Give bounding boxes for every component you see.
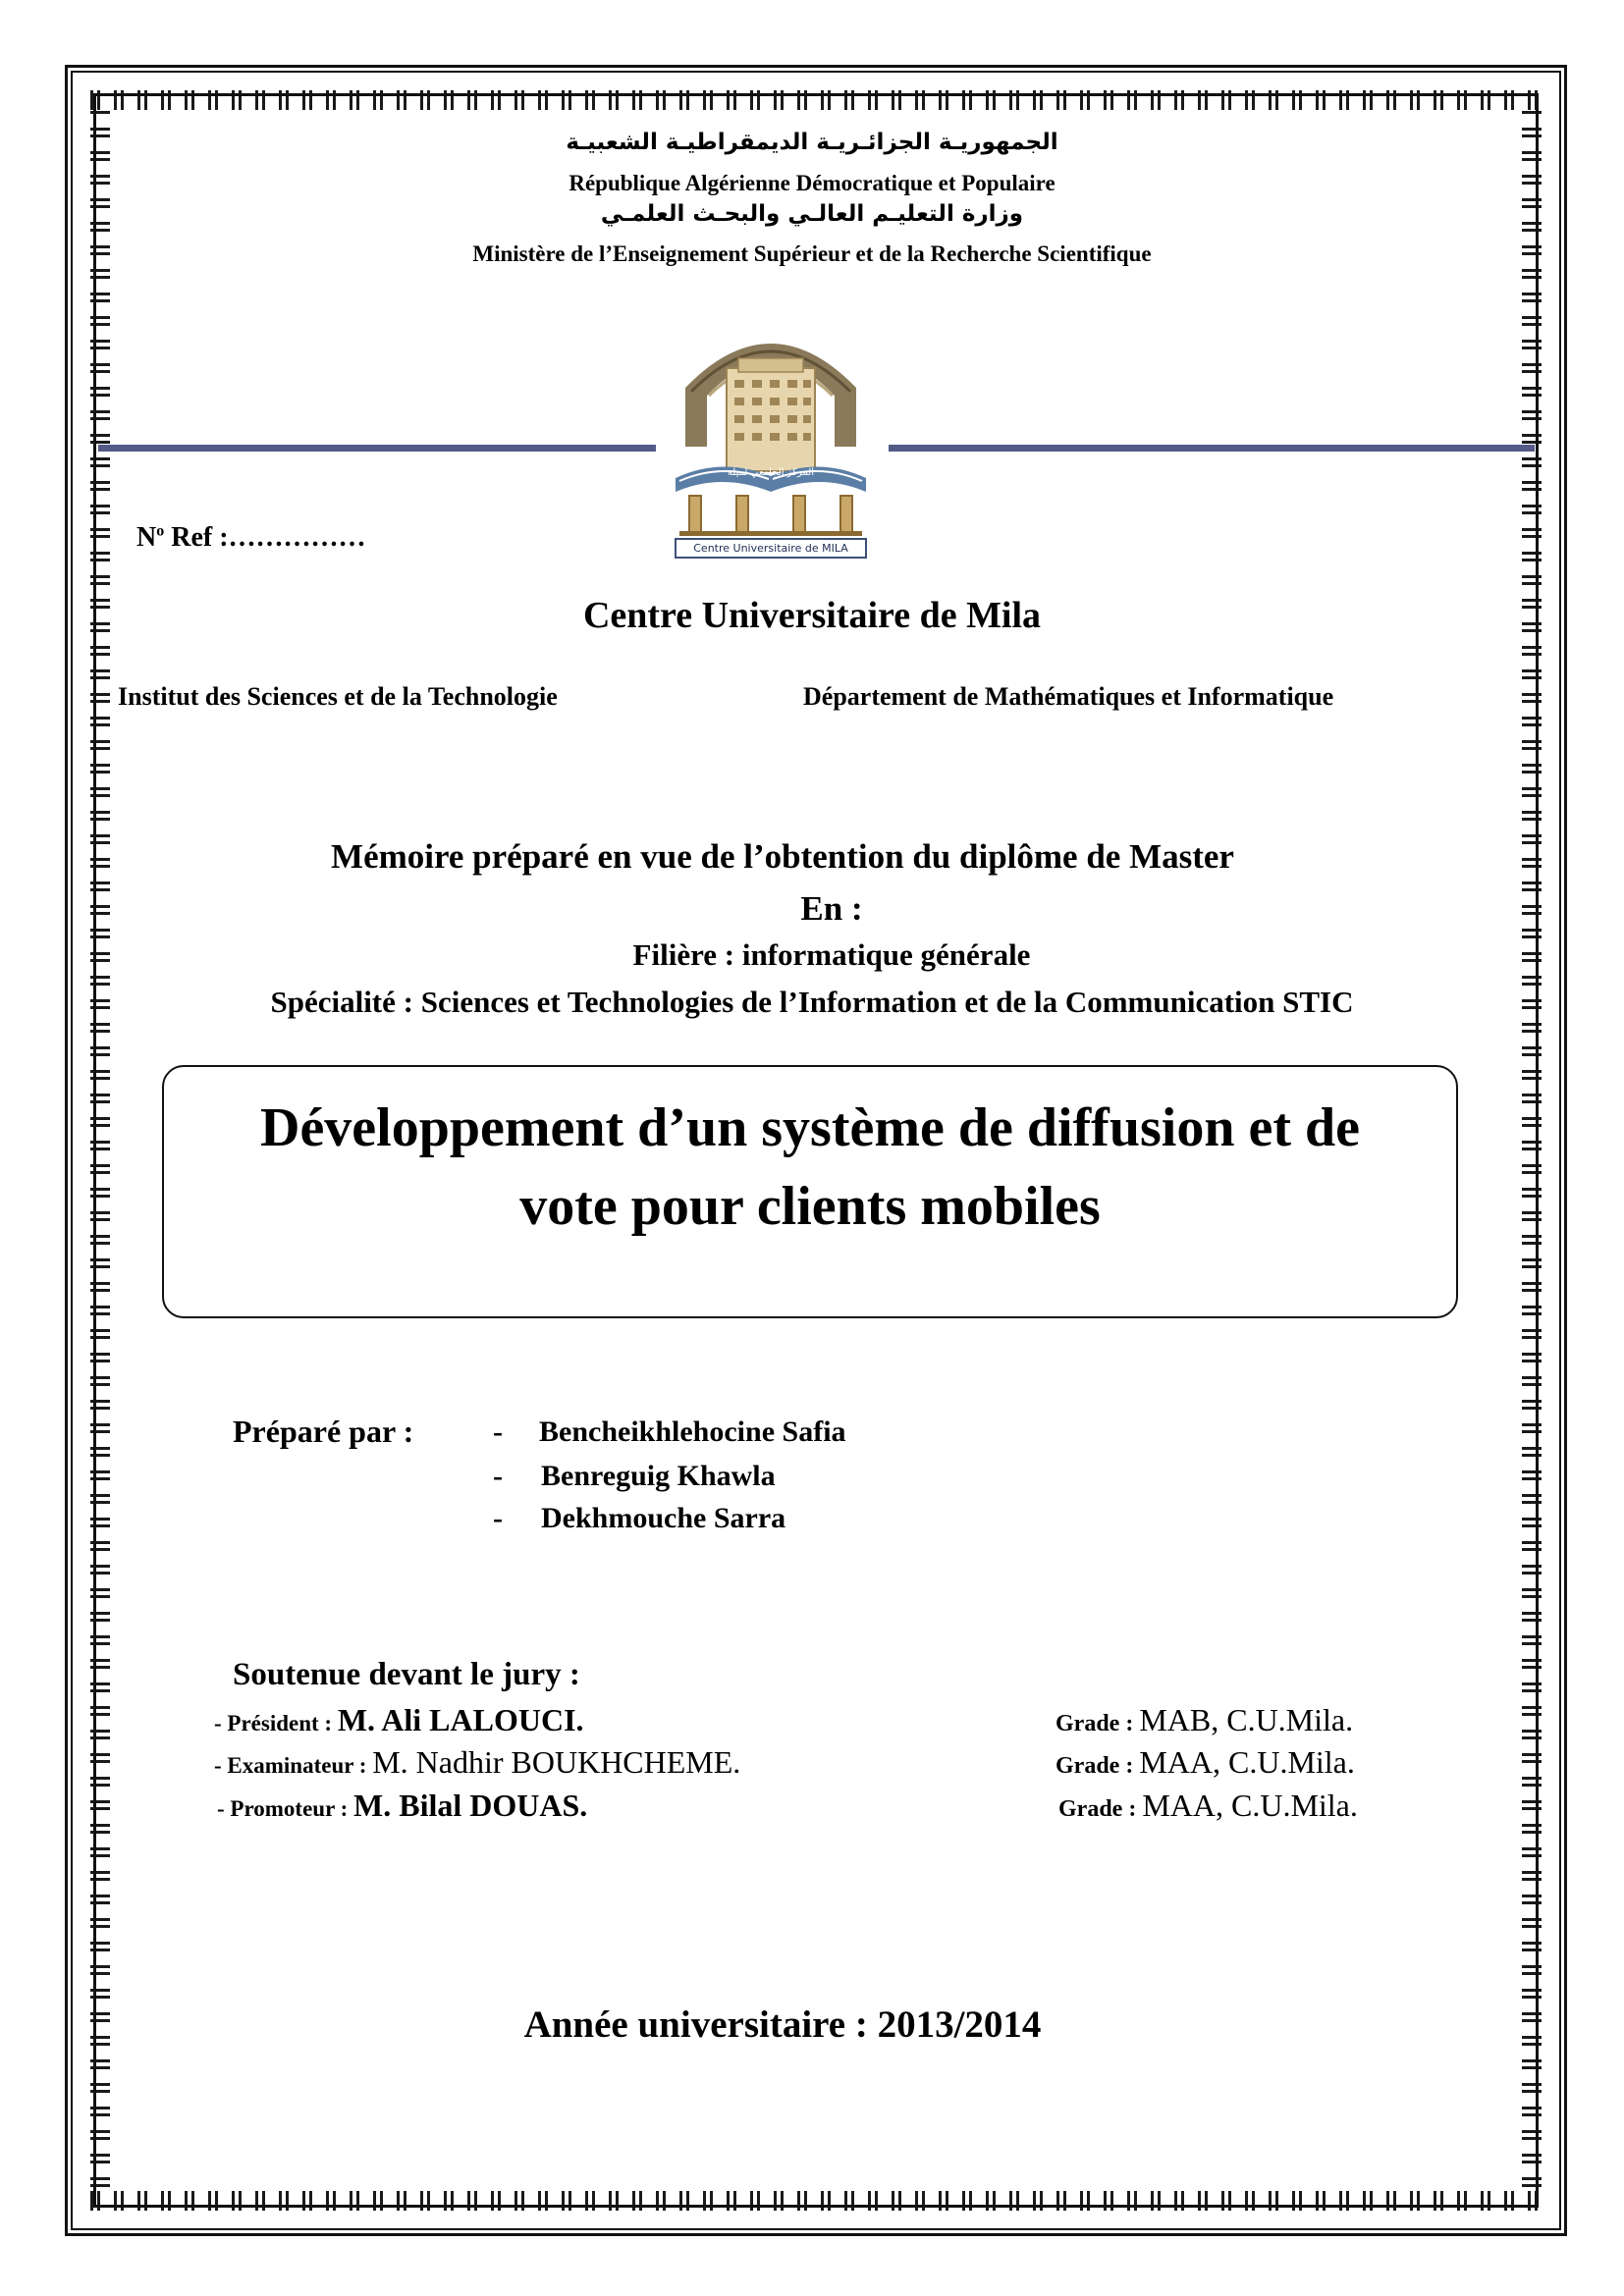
prepared-by-label: Préparé par : [233,1414,414,1449]
jury-heading: Soutenue devant le jury : [233,1657,580,1692]
reference-rest: Ref :…………… [164,522,366,553]
academic-year: Année universitaire : 2013/2014 [523,2003,1042,2046]
header-arabic-republic: الجمهوريـة الجزائـريـة الديمقراطيـة الشعبيـة [566,130,1058,155]
grade-label: Grade : [1056,1711,1140,1736]
university-logo [658,319,884,560]
student-name: Dekhmouche Sarra [541,1502,786,1534]
degree-specialite: Spécialité : Sciences et Technologies de l’Information et de la Communication STIC [270,985,1354,1019]
jury-grade [1056,1702,1353,1738]
institute-name: Institut des Sciences et de la Technologie [118,682,558,711]
reference-label: N [136,522,157,553]
jury-name: M. Ali LALOUCI. [337,1702,584,1737]
grade-value: MAB, C.U.Mila. [1139,1702,1354,1737]
jury-role: - Examinateur : [214,1753,373,1778]
jury-member-row [217,1788,587,1824]
jury-grade [1056,1744,1355,1781]
header-rule-right [889,445,1535,452]
student-bullet: - [493,1460,503,1492]
student-name: Benreguig Khawla [541,1460,776,1492]
thesis-title-box [162,1065,1458,1318]
student-name: Bencheikhlehocine Safia [539,1415,846,1448]
reference-number [136,522,366,554]
grade-label: Grade : [1056,1753,1140,1779]
jury-name: M. Nadhir BOUKHCHEME. [372,1744,741,1780]
degree-line-2: En : [800,889,863,928]
degree-filiere: Filière : informatique générale [632,937,1031,972]
header-arabic-ministry: وزارة التعليـم العالـي والبحـث العلمـي [600,201,1024,227]
header-republic: République Algérienne Démocratique et Populaire [568,171,1056,195]
logo-arabic-caption: المركز الجامعي لميلة [727,467,815,478]
jury-member-row [214,1744,740,1781]
thesis-title-line-1: Développement d’un système de diffusion et de [260,1097,1360,1158]
degree-line-1: Mémoire préparé en vue de l’obtention du diplôme de Master [331,837,1234,876]
header-ministry: Ministère de l’Enseignement Supérieur et de la Recherche Scientifique [472,241,1152,266]
logo-caption: Centre Universitaire de MILA [693,542,848,555]
grade-value: MAA, C.U.Mila. [1142,1788,1358,1823]
grade-label: Grade : [1058,1796,1143,1822]
header-rule-left [98,445,656,452]
thesis-title-line-2: vote pour clients mobiles [519,1176,1101,1237]
department-name: Département de Mathématiques et Informatique [803,682,1334,711]
student-bullet: - [493,1415,503,1448]
jury-role: - Président : [214,1711,338,1735]
student-bullet: - [493,1502,503,1534]
jury-grade [1058,1788,1358,1824]
reference-superscript: o [156,522,165,540]
grade-value: MAA, C.U.Mila. [1139,1744,1355,1780]
jury-name: M. Bilal DOUAS. [353,1788,588,1823]
jury-role: - Promoteur : [217,1796,354,1821]
jury-member-row [214,1702,584,1738]
institution-name: Centre Universitaire de Mila [582,595,1042,636]
